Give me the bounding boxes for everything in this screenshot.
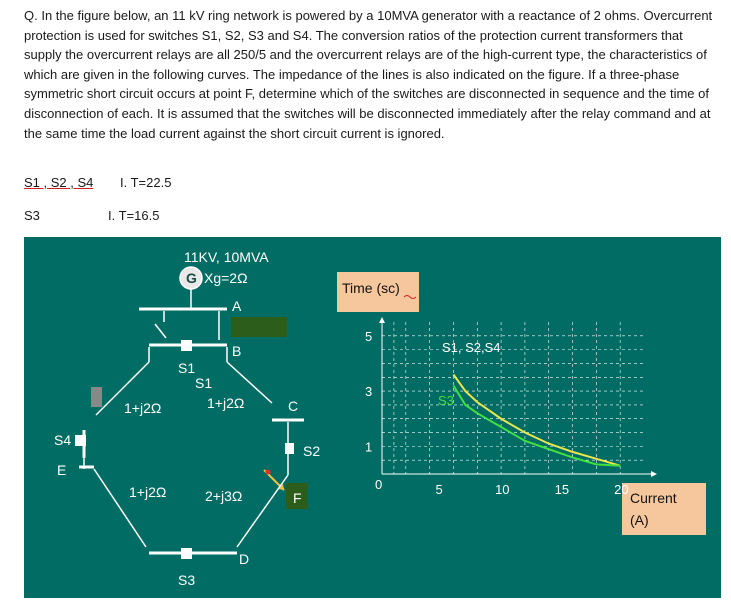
z-right-lower: 2+j3Ω [205,488,243,504]
switch-s2-label: S2 [303,443,321,459]
marker-rect [91,387,102,407]
series-label-2: S3 [438,393,454,408]
x-axis-label-line2: (A) [630,512,649,528]
bus-d-label: D [239,551,250,567]
highlight-rect [231,317,287,337]
z-left-lower: 1+j2Ω [129,484,167,500]
switch-s4-label: S4 [54,432,72,448]
fault-label: F [293,490,302,506]
y-axis-label: Time (sc) [342,280,400,296]
bus-b-label: B [232,343,242,359]
x-axis-label-line1: Current [630,490,677,506]
series-label-1: S1, S2,S4 [442,340,501,355]
setting-row2-value: I. T=16.5 [108,208,160,223]
generator-symbol: G [186,270,197,286]
setting-row2-switches: S3 [24,208,40,223]
x-tick-label: 10 [495,482,510,497]
relay-chart [337,272,706,535]
switch-s1-lower-label: S1 [195,375,213,391]
setting-row1-value: I. T=22.5 [120,175,172,190]
y-tick-label: 1 [365,439,373,455]
x-tick-label: 5 [435,482,443,497]
z-left-upper: 1+j2Ω [124,400,162,416]
generator-rating: 11KV, 10MVA [184,249,269,265]
bus-c-label: C [288,398,299,414]
question-text: Q. In the figure below, an 11 kV ring network is powered by a 10MVA generator with a reactance of 2 ohms. Overcurrent protection is used for switches S1, S2, S3 and S4. The conversion ratios of the protection current transformers that supply the overcurrent relays are all 250/5 and the overcurrent relays are of the high-current type, the characteristics of which are given in the following curves. The impedance of the lines is also indicated on the figure. If a three-phase symmetric short circuit occurs at point F, determine which of the switches are disconnected in sequence and the time of disconnection of each. It is assumed that the switches will be disconnected immediately after the relay command and at the same time the load current against the short circuit current is ignored. [24,8,713,141]
x-tick-label: 20 [614,482,629,497]
switch-s1-upper [181,340,192,351]
fault-point-icon [266,470,271,475]
switch-s4 [75,435,86,446]
network-figure [24,237,721,598]
generator-reactance: Xg=2Ω [204,270,248,286]
switch-s3 [181,548,192,559]
series-line-2 [453,386,620,466]
y-tick-label: 3 [365,384,373,400]
bus-a-label: A [232,298,242,314]
switch-s3-label: S3 [178,572,196,588]
y-tick-label: 0 [375,477,383,492]
switch-s2 [285,443,294,454]
x-tick-label: 15 [554,482,570,497]
figure-svg [24,237,721,598]
bus-e-label: E [57,462,67,478]
z-right-upper: 1+j2Ω [207,395,245,411]
switch-s1-upper-label: S1 [178,360,196,376]
y-tick-label: 5 [365,328,373,344]
series-line-1 [453,375,620,466]
setting-row1-switches: S1 , S2 , S4 [24,175,94,190]
